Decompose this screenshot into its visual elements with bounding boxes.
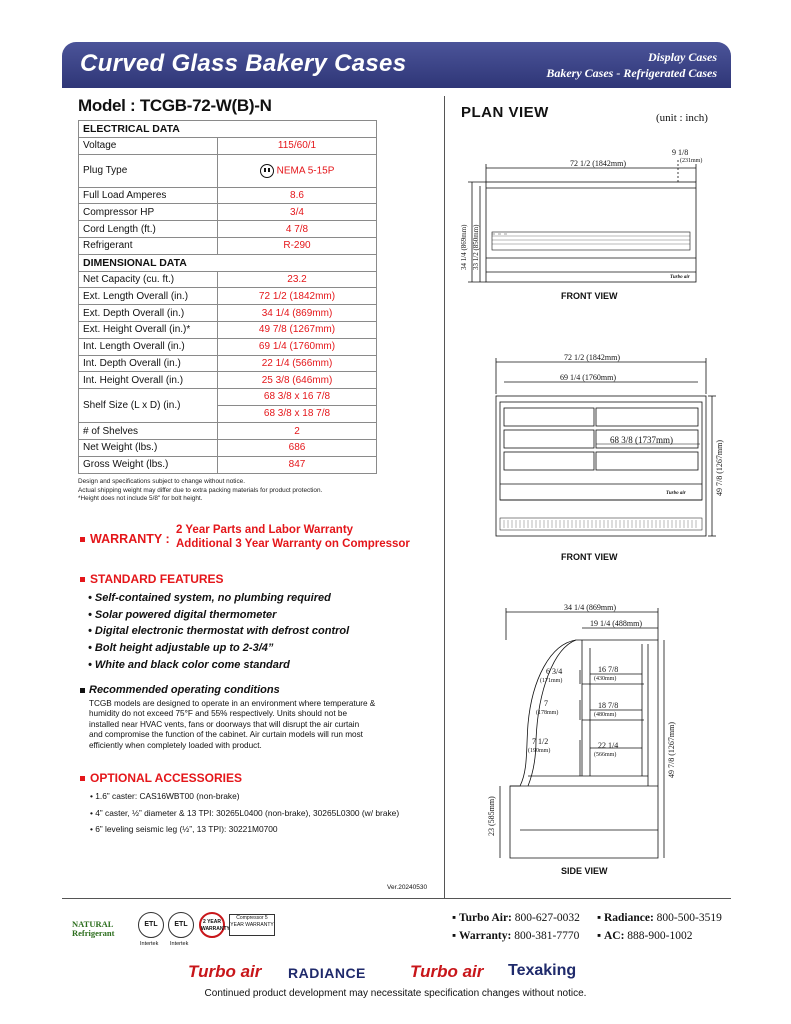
table-row: Int. Length Overall (in.) 69 1/4 (1760mm) [79,338,377,355]
optional-accessories-list [90,788,399,838]
page-header [62,42,731,88]
dim-18mm-label: (480mm) [594,712,617,718]
table-row: # of Shelves 2 [79,423,377,440]
side-view-label: SIDE VIEW [561,866,608,876]
table-row: Refrigerant R-290 [79,237,377,254]
table-row: Net Weight (lbs.) 686 [79,439,377,456]
standard-features-heading: STANDARD FEATURES [80,572,224,586]
list-item: • White and black color come standard [88,658,290,671]
version-label: Ver.20240530 [387,884,428,891]
front-view-bottom-drawing [460,346,730,546]
spec-table [78,120,377,474]
front-view-label-2: FRONT VIEW [561,552,618,562]
dim-22-label: 22 1/4 [598,741,619,750]
table-row: Shelf Size (L x D) (in.) 68 3/8 x 16 7/8 68 3/8 x 18 7/8 [79,389,377,423]
etl-sanitation-icon: ETL [168,912,194,938]
recommended-heading: Recommended operating conditions [80,684,280,696]
contact-ac: ▪ AC: 888-900-1002 [597,930,693,942]
dim-33-label: 33 1/2 (850mm) [472,224,480,270]
compressor-warranty-badge: Compressor 5 YEAR WARRANTY [229,914,275,936]
table-row: Cord Length (ft.) 4 7/8 [79,221,377,238]
dim-72b-label: 72 1/2 (1842mm) [564,353,620,362]
table-row: Gross Weight (lbs.) 847 [79,456,377,473]
unit-label: (unit : inch) [656,112,708,124]
dim-69-label: 69 1/4 (1760mm) [560,373,616,382]
list-item: • Self-contained system, no plumbing required [88,592,331,604]
table-row: Voltage 115/60/1 [79,137,377,154]
table-row: Compressor HP 3/4 [79,204,377,221]
front-view-top-drawing [450,140,730,290]
spec-notes: Design and specifications subject to change without notice. Actual shipping weight may differ due to extra packing materials for product protection. *Height does not include 5/8" for bolt height. [78,478,323,503]
plan-view-title: PLAN VIEW [461,104,549,121]
bottom-disclaimer: Continued product development may necessitate specification changes without notice. [204,988,587,999]
dim-19-label: 19 1/4 (488mm) [590,619,642,628]
certification-logos [66,910,426,952]
dim-6-label: 6 3/4 [546,667,563,676]
model-number: Model : TCGB-72-W(B)-N [78,96,272,115]
dim-23-label: 23 (585mm) [487,796,496,836]
list-item: • Bolt height adjustable up to 2-3/4” [88,642,274,655]
warranty-line-1: 2 Year Parts and Labor Warranty [176,524,354,536]
intertek-label-2: Intertek [170,941,189,947]
dim-9mm-label: (231mm) [680,158,703,164]
table-row: Full Load Amperes 8.6 [79,187,377,204]
radiance-logo: RADIANCE [288,965,366,981]
warranty-line-2: Additional 3 Year Warranty on Compressor [176,538,410,550]
dim-16mm-label: (430mm) [594,676,617,682]
table-row: Ext. Length Overall (in.) 72 1/2 (1842mm) [79,288,377,305]
footer-divider [62,898,731,899]
bullet-square-icon [80,776,85,781]
table-row: Plug Type NEMA 5-15P [79,154,377,187]
table-row: Ext. Height Overall (in.)* 49 7/8 (1267mm) [79,321,377,338]
page-title: Curved Glass Bakery Cases [80,50,407,77]
dim-16-label: 16 7/8 [598,665,619,674]
plug-icon [260,164,274,178]
bullet-square-icon [80,577,85,582]
side-view-drawing [480,600,720,865]
electrical-header: ELECTRICAL DATA [79,121,377,138]
contact-turbo-air: ▪ Turbo Air: 800-627-0032 [452,912,580,924]
dim-18-label: 18 7/8 [598,701,619,710]
texaking-logo: Texaking [508,962,577,979]
table-row: Int. Height Overall (in.) 25 3/8 (646mm) [79,372,377,389]
intertek-label: Intertek [140,941,159,947]
dim-9-label: 9 1/8 [672,148,689,157]
column-divider [444,96,445,898]
bullet-square-icon [80,537,85,542]
dim-22mm-label: (566mm) [594,752,617,758]
standard-features-list [88,590,349,674]
recommended-body: TCGB models are designed to operate in an environment where temperature & humidity do not exceed 75°F and 55% respectively. Units should not be installed near HVAC vents, fans or doorways that will disrupt the air curtain and compromise the function of the cabinet. Air curtain models will run most efficiently when completely loaded with product. [89,699,376,750]
table-row: Net Capacity (cu. ft.) 23.2 [79,271,377,288]
brand-logos [188,962,608,984]
table-row: Int. Depth Overall (in.) 22 1/4 (566mm) [79,355,377,372]
list-item: • 1.6” caster: CAS16WBT00 (non-brake) [90,791,240,801]
brand-mark-label-2: Turbo air [666,491,686,496]
dim-49-label: 49 7/8 (1267mm) [715,440,724,496]
dim-7h-label: 7 1/2 [532,737,549,746]
etl-icon: ETL [138,912,164,938]
front-view-label-1: FRONT VIEW [561,291,618,301]
bullet-square-icon [80,688,85,693]
warranty-label: WARRANTY : [90,532,170,546]
dim-6mm-label: (171mm) [540,678,563,684]
natural-refrigerant-logo: NATURAL Refrigerant [72,919,115,938]
dim-7hmm-label: (190mm) [528,748,551,754]
category-line-1: Display Cases [648,50,717,64]
list-item: • Digital electronic thermostat with defrost control [88,625,350,638]
turbo-air-logo: Turbo air [188,962,262,981]
dim-49b-label: 49 7/8 (1267mm) [667,722,676,778]
dim-34-label: 34 1/4 (869mm) [460,224,468,270]
dim-7mm-label: (178mm) [536,710,559,716]
contact-radiance: ▪ Radiance: 800-500-3519 [597,912,722,924]
warranty-badge-icon: 2 YEAR WARRANTY [199,912,225,938]
list-item: • 4” caster, ½” diameter & 13 TPI: 30265L0400 (non-brake), 30265L0300 (w/ brake) [90,807,400,818]
dim-34b-label: 34 1/4 (869mm) [564,603,616,612]
dim-68-label: 68 3/8 (1737mm) [610,435,673,445]
dimensional-header: DIMENSIONAL DATA [79,254,377,271]
brand-mark-label: Turbo air [670,275,690,280]
optional-accessories-heading: OPTIONAL ACCESSORIES [80,771,242,785]
dim-7-label: 7 [544,699,548,708]
category-line-2: Bakery Cases - Refrigerated Cases [546,66,717,80]
contact-warranty: ▪ Warranty: 800-381-7770 [452,930,580,942]
turbo-air-logo-2: Turbo air [410,962,484,981]
list-item: • 6” leveling seismic leg (½”, 13 TPI): 30221M0700 [90,824,278,834]
dim-72-label: 72 1/2 (1842mm) [570,159,626,168]
table-row: Ext. Depth Overall (in.) 34 1/4 (869mm) [79,305,377,322]
list-item: • Solar powered digital thermometer [88,608,277,621]
